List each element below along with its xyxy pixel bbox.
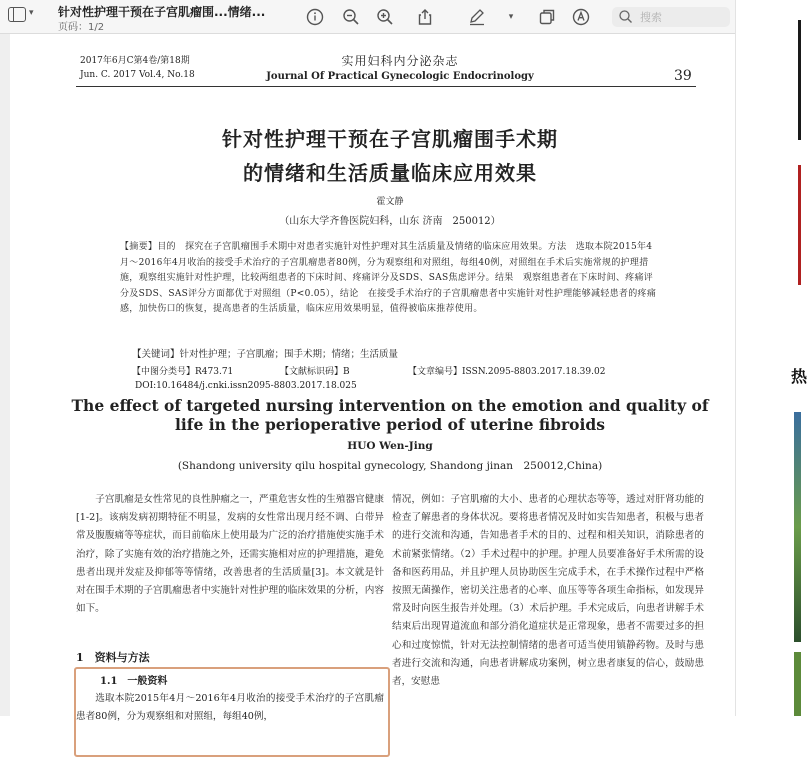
- search-box[interactable]: [612, 7, 730, 27]
- affiliation-cn: （山东大学齐鲁医院妇科，山东 济南 250012）: [279, 216, 501, 227]
- thumbnail-image: [798, 165, 801, 285]
- thumbnail-image: [794, 412, 801, 642]
- journal-issue: [80, 54, 195, 82]
- markup-pen-icon[interactable]: [466, 6, 488, 28]
- document-title: 针对性护理干预在子宫肌瘤围...情绪...: [58, 5, 266, 19]
- page-number: 39: [674, 68, 692, 84]
- page-gutter: [0, 34, 10, 716]
- document-code: 【文献标识码】B: [280, 367, 350, 377]
- pdf-toolbar: [0, 0, 735, 34]
- journal-name-cn: 实用妇科内分泌杂志: [341, 54, 459, 68]
- background-window: [735, 0, 807, 716]
- title-cn-line: 针对性护理干预在子宫肌瘤围手术期: [222, 127, 558, 151]
- body-column-right: 情况，例如：子宫肌瘤的大小、患者的心理状态等等，透过对肝肾功能的检查了解患者的身体状况。要将患者情况及时如实告知患者，积极与患者的进行交流和沟通，告知患者手术的目的、过程和相关知识，消除患者的术前紧张情绪。（2）手术过程中的护理。护理人员要准备好手术所需的设备和医药用品，并且护理人员协助医生完成手术，在手术操作过程中严格按照无菌操作，密切关注患者的心率、血压等等各项生命指标，如发现异常及时向医生报告并处理。（3）术后护理。手术完成后，向患者讲解手术结束后出现胃道流血和部分消化道症状是正常现象，患者不需要过多的担心和过度惊慌，针对无法控制情绪的患者可适当使用镇静药物。及时与患者进行交流和沟通，向患者讲解成功案例，树立患者康复的信心，鼓励患者，安慰患: [392, 494, 704, 688]
- search-input[interactable]: [640, 9, 726, 25]
- author-en: HUO Wen-Jing: [347, 440, 433, 452]
- clc-number: 【中图分类号】R473.71: [132, 367, 234, 377]
- journal-name: [250, 52, 550, 82]
- chevron-down-icon[interactable]: ▾: [29, 8, 34, 18]
- title-cn-line: 的情绪和生活质量临床应用效果: [243, 161, 537, 185]
- article-title-cn: [70, 122, 710, 190]
- chevron-down-icon[interactable]: ▾: [508, 12, 514, 22]
- zoom-in-icon[interactable]: [374, 6, 396, 28]
- issue-en: Jun. C. 2017 Vol.4, No.18: [80, 70, 195, 80]
- document-page[interactable]: [10, 34, 732, 723]
- sidebar-icon[interactable]: [8, 7, 26, 22]
- zoom-out-icon[interactable]: [340, 6, 362, 28]
- section-heading: 1 资料与方法: [76, 651, 150, 664]
- heading-fragment: 热: [791, 367, 807, 386]
- subsection-heading: 1.1 一般资料: [100, 676, 168, 687]
- author-cn: 霍文静: [376, 197, 404, 207]
- window-icon[interactable]: [536, 6, 558, 28]
- annotate-icon[interactable]: [570, 6, 592, 28]
- thumbnail-image: [794, 652, 801, 716]
- header-divider: [76, 86, 696, 87]
- info-icon[interactable]: [304, 6, 326, 28]
- general-data-paragraph: 选取本院2015年4月～2016年4月收治的接受手术治疗的子宫肌瘤患者80例，分为观察组和对照组，每组40例，: [76, 693, 384, 723]
- issue-cn: 2017年6月C第4卷/第18期: [80, 56, 190, 66]
- search-icon: [618, 9, 634, 29]
- doi: DOI:10.16484/j.cnki.issn2095-8803.2017.18.025: [135, 381, 357, 391]
- page-indicator: 页码：1/2: [58, 22, 105, 33]
- affiliation-en: (Shandong university qilu hospital gynecology, Shandong jinan 250012,China): [177, 460, 603, 472]
- keywords: 【关键词】针对性护理；子宫肌瘤；围手术期；情绪；生活质量: [132, 349, 399, 360]
- journal-name-en: Journal Of Practical Gynecologic Endocrinology: [266, 71, 534, 82]
- thumbnail-image: [798, 20, 801, 140]
- abstract-cn: 【摘要】目的 探究在子宫肌瘤围手术期中对患者实施针对性护理对其生活质量及情绪的临床应用效果。方法 选取本院2015年4月～2016年4月收治的接受手术治疗的子宫肌瘤患者80例，分为观察组和对照组，每组40例，对照组在手术后实施常规的护理措施，观察组实施针对性护理，比较两组患者的下床时间、疼痛评分及SDS、SAS焦虑评分。结果 观察组患者在下床时间、疼痛评分及SDS、SAS评分方面都优于对照组（P<0.05），结论 在接受手术治疗的子宫肌瘤患者中实施针对性护理能够减轻患者的疼痛感，加快伤口的恢复，提高患者的生活质量，临床应用效果明显，值得被临床推荐使用。: [120, 242, 657, 314]
- article-number: 【文章编号】ISSN.2095-8803.2017.18.39.02: [408, 367, 606, 377]
- intro-paragraph: 子宫肌瘤是女性常见的良性肿瘤之一，严重危害女性的生殖器官健康[1-2]。该病发病初期特征不明显，发病的女性常出现月经不调、白带异常及腹腹痛等等症状，而目前临床上使用最为广泛的治疗措施使实施手术治疗，除了实施有效的治疗措施之外，还需实施相对应的护理措施，避免患者出现并发症及抑郁等等情绪，改善患者的生活质量[3]。本文就是针对在围手术期的子宫肌瘤患者中实施针对性护理的临床效果的分析，内容如下。: [76, 494, 384, 615]
- share-icon[interactable]: [414, 6, 436, 28]
- article-title-en: The effect of targeted nursing intervention on the emotion and quality of life in the perioperative period of uterine fibroids: [71, 396, 709, 434]
